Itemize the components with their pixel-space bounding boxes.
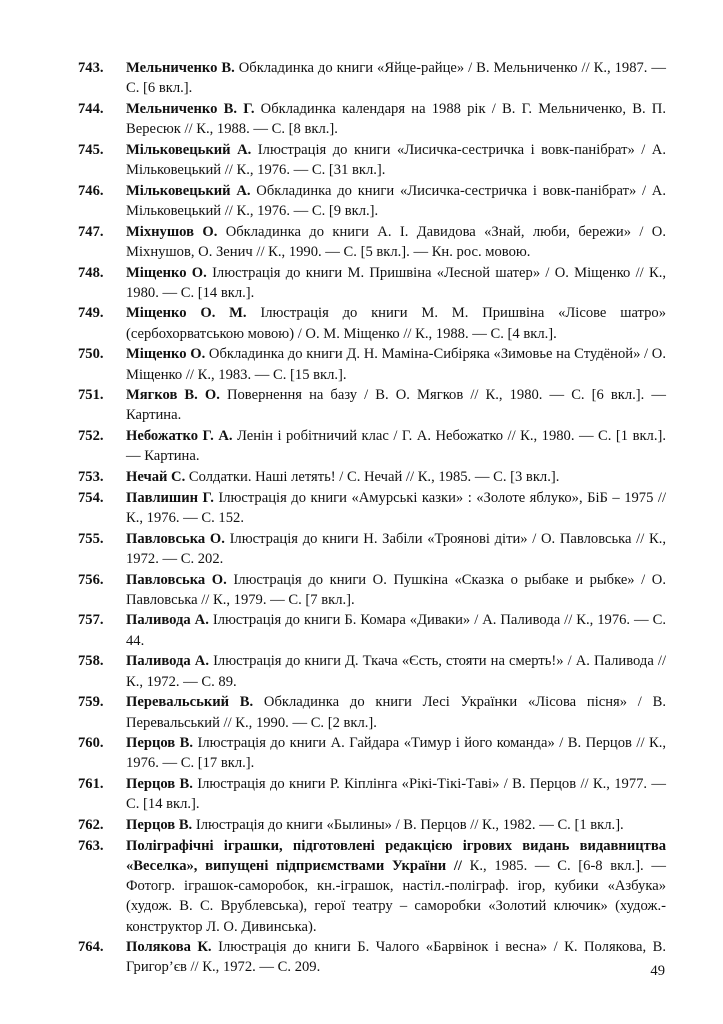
entry-text [126,836,666,937]
bibliography-entry [78,570,666,610]
entry-text [126,570,666,610]
bibliography-entry [78,733,666,773]
entry-description: Ілюстрація до книги О. Пушкіна «Сказка о рыбаке и рыбке» / О. Павловська // К., 1979. — С. [7 вкл.]. [126,571,666,608]
entry-number: 753. [78,469,104,486]
bibliography-entry [78,303,666,343]
entry-author: Міщенко О. М. [126,305,247,322]
entry-description: Ілюстрація до книги Б. Чалого «Барвінок і весна» / К. Полякова, В. Григор’єв // К., 1972. — С. 209. [126,939,667,976]
bibliography-entry [78,529,666,569]
entry-description: Обкладинка до книги «Лисичка-сестричка і вовк-панібрат» / А. Мільковецький // К., 1976. — С. [9 вкл.]. [126,182,666,219]
entry-description: Обкладинка до книги Лесі Українки «Лісова пісня» / В. Перевальський // К., 1990. — С. [2 вкл.]. [126,694,666,731]
entry-number: 762. [78,817,104,834]
bibliography-entry [78,181,666,221]
entry-number: 743. [78,60,104,76]
entry-text [126,385,666,425]
bibliography-entry [78,263,666,303]
entry-description: Ілюстрація до книги Д. Ткача «Єсть, стояти на смерть!» / А. Паливода // К., 1972. — С. 89. [126,653,666,690]
entry-text [126,815,666,835]
entry-author: Перевальський В. [126,694,254,711]
entry-text [126,733,666,773]
entry-description: Ілюстрація до книги «Былины» / В. Перцов // К., 1982. — С. [1 вкл.]. [192,817,624,834]
entry-author: Павловська О. [126,571,227,588]
entry-description: Ленін і робітничий клас / Г. А. Небожатко // К., 1980. — С. [1 вкл.]. — Картина. [126,428,666,465]
entry-description: Ілюстрація до книги Б. Комара «Диваки» / А. Паливода // К., 1976. — С. 44. [126,612,666,649]
entry-number: 759. [78,694,104,711]
entry-author: Перцов В. [126,735,194,752]
bibliography-entry [78,651,666,691]
entry-author: Мільковецький А. [126,141,252,158]
entry-text [126,651,666,691]
entry-description: Ілюстрація до книги «Амурські казки» : «Золоте яблуко», БіБ – 1975 // К., 1976. — С. 152. [126,489,666,526]
bibliography-entry [78,344,666,384]
bibliography-entry [78,426,666,466]
entry-number: 750. [78,346,104,363]
bibliography-entry [78,99,666,139]
entry-number: 744. [78,100,104,117]
entry-description: Ілюстрація до книги М. Пришвіна «Лесной шатер» / О. Міщенко // К., 1980. — С. [14 вкл.]. [126,264,666,301]
entry-text [126,99,666,139]
entry-number: 752. [78,428,104,445]
entry-number: 754. [78,489,104,506]
bibliography-entry [78,774,666,814]
entry-number: 748. [78,264,104,281]
entry-number: 761. [78,776,104,793]
entry-text [126,467,666,487]
entry-text [126,610,666,650]
entry-number: 758. [78,653,104,670]
bibliography-entry [78,815,666,835]
entry-author: Полякова К. [126,939,212,956]
bibliography-entry [78,937,666,977]
entry-number: 764. [78,939,104,956]
entry-description: Ілюстрація до книги М. М. Пришвіна «Лісове шатро» (сербохорватською мовою) / О. М. Міщенко // К., 1988. — С. [4 вкл.]. [126,305,666,342]
entry-text [126,774,666,814]
bibliography-entry [78,140,666,180]
entry-author: Павловська О. [126,530,225,547]
entry-description: Солдатки. Наші летять! / С. Нечай // К., 1985. — С. [3 вкл.]. [185,469,560,486]
bibliography-entry [78,488,666,528]
entry-text [126,692,666,732]
entry-description: К., 1985. — С. [6-8 вкл.]. — Фотогр. іграшок-саморобок, кн.-іграшок, настіл.-поліграф. ігор, кубики «Азбука» (худож. В. С. Врублевська), герої театру – саморобки «Золотий ключик» (худож.-конструктор Л. О. Дивинська). [126,857,666,935]
bibliography-entry [78,467,666,487]
entry-number: 745. [78,141,104,158]
entry-number: 747. [78,223,104,240]
entry-description: Повернення на базу / В. О. Мягков // К., 1980. — С. [6 вкл.]. — Картина. [126,387,666,424]
bibliography-entry [78,385,666,425]
entry-number: 760. [78,735,104,752]
entry-author: Перцов В. [126,776,193,793]
entry-description: Ілюстрація до книги «Лисичка-сестричка і вовк-панібрат» / А. Мільковецький // К., 1976. — С. [31 вкл.]. [126,141,666,179]
bibliography-list [78,58,666,978]
entry-author: Паливода А. [126,653,209,670]
entry-description: Обкладинка до книги Д. Н. Маміна-Сибіряка «Зимовье на Студёной» / О. Міщенко // К., 1983. — С. [15 вкл.]. [126,346,666,383]
entry-description: Ілюстрація до книги Р. Кіплінга «Рікі-Тікі-Таві» / В. Перцов // К., 1977. — С. [14 вкл.]. [126,776,666,813]
entry-text [126,937,666,977]
entry-text [126,426,666,466]
entry-author: Міхнушов О. [126,223,218,240]
entry-text [126,529,666,569]
bibliography-entry [78,222,666,262]
entry-author: Міщенко О. [126,264,207,281]
entry-text [126,140,666,180]
entry-author: Перцов В. [126,817,193,834]
entry-author: Поліграфічні іграшки, підготовлені редакцією ігрових видань видавництва «Веселка», випущені підприємствами України // [126,837,666,874]
entry-text [126,222,666,262]
entry-number: 757. [78,612,104,629]
bibliography-entry [78,692,666,732]
entry-number: 746. [78,182,104,199]
entry-author: Паливода А. [126,612,209,629]
entry-author: Міщенко О. [126,346,206,363]
entry-text [126,58,666,98]
entry-description: Обкладинка до книги «Яйце-райце» / В. Мельниченко // К., 1987. — С. [6 вкл.]. [126,60,666,97]
entry-text [126,303,666,343]
entry-author: Нечай С. [126,469,186,486]
entry-number: 749. [78,305,104,322]
entry-author: Мягков В. О. [126,387,220,404]
entry-author: Мільковецький А. [126,182,251,199]
entry-author: Павлишин Г. [126,489,214,506]
entry-description: Ілюстрація до книги А. Гайдара «Тимур і його команда» / В. Перцов // К., 1976. — С. [17 вкл.]. [126,735,667,772]
entry-text [126,263,666,303]
bibliography-entry [78,58,666,98]
entry-description: Обкладинка календаря на 1988 рік / В. Г. Мельниченко, В. П. Вересюк // К., 1988. — С. [8 вкл.]. [126,100,666,138]
bibliography-entry [78,610,666,650]
entry-author: Небожатко Г. А. [126,428,233,445]
entry-description: Обкладинка до книги А. І. Давидова «Знай, люби, бережи» / О. Міхнушов, О. Зенич // К., 1990. — С. [5 вкл.]. — Кн. рос. мовою. [126,223,666,260]
page-number: 49 [650,963,665,979]
bibliography-entry [78,836,666,937]
entry-author: Мельниченко В. [126,60,235,76]
entry-description: Ілюстрація до книги Н. Забіли «Троянові діти» / О. Павловська // К., 1972. — С. 202. [126,530,666,567]
entry-author: Мельниченко В. Г. [126,100,255,117]
entry-number: 756. [78,571,104,588]
entry-number: 751. [78,387,104,404]
entry-text [126,344,666,384]
entry-text [126,181,666,221]
entry-text [126,488,666,528]
entry-number: 763. [78,837,104,854]
entry-number: 755. [78,530,104,547]
